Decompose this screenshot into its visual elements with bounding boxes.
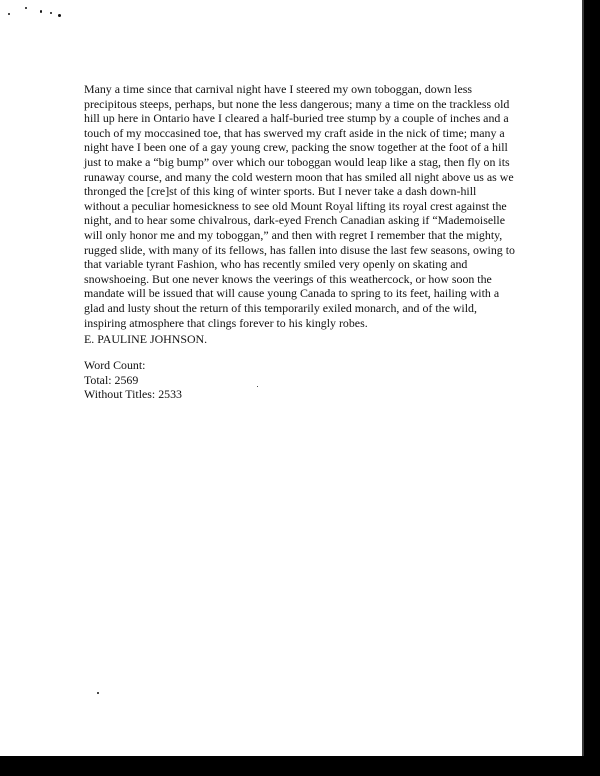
body-paragraph: Many a time since that carnival night have I steered my own toboggan, down less precipitous steeps, perhaps, but none the less dangerous; many a time on the trackless old hill up here in Ontario have I cleared a half-buried tree stump by a couple of inches and a touch of my moccasined toe, that has swerved my craft aside in the nick of time; many a night have I been one of a gay young crew, packing the snow together at the foot of a hill just to make a “big bump” over which our toboggan would leap like a stag, then fly on its runaway course, and many the cold western moon that has smiled all night above us as we thronged the [cre]st of this king of winter sports. But I never take a dash down-hill without a peculiar homesickness to see old Mount Royal lifting its royal crest against the night, and to hear some chivalrous, dark-eyed French Canadian asking if “Mademoiselle will only honor me and my toboggan,” and then with regret I remember that the mighty, rugged slide, with many of its fellows, has fallen into disuse the last few seasons, owing to that variable tyrant Fashion, who has recently smiled very openly on skating and snowshoeing. But one never knows the veerings of this weathercock, or how soon the mandate will be issued that will cause young Canada to spring to its feet, hailing with a glad and lusty shout the return of this temporarily exiled monarch, and of the wild, inspiring atmosphere that clings forever to his kingly robes. xyxy=(84,82,515,330)
word-count-block xyxy=(84,358,182,402)
word-count-heading: Word Count: xyxy=(84,358,146,372)
scan-speck xyxy=(50,12,52,14)
scan-edge-right xyxy=(584,0,600,776)
scan-edge-bottom xyxy=(0,756,600,776)
scan-speck xyxy=(257,386,258,387)
scan-speck xyxy=(40,10,42,13)
scan-speck xyxy=(8,13,10,15)
scan-speck xyxy=(25,7,27,9)
author-signature: E. PAULINE JOHNSON. xyxy=(84,332,208,346)
word-count-without-titles: Without Titles: 2533 xyxy=(84,387,182,402)
scan-speck xyxy=(97,692,99,694)
word-count-total: Total: 2569 xyxy=(84,372,139,387)
document-body xyxy=(84,82,554,330)
scan-speck xyxy=(58,14,61,17)
